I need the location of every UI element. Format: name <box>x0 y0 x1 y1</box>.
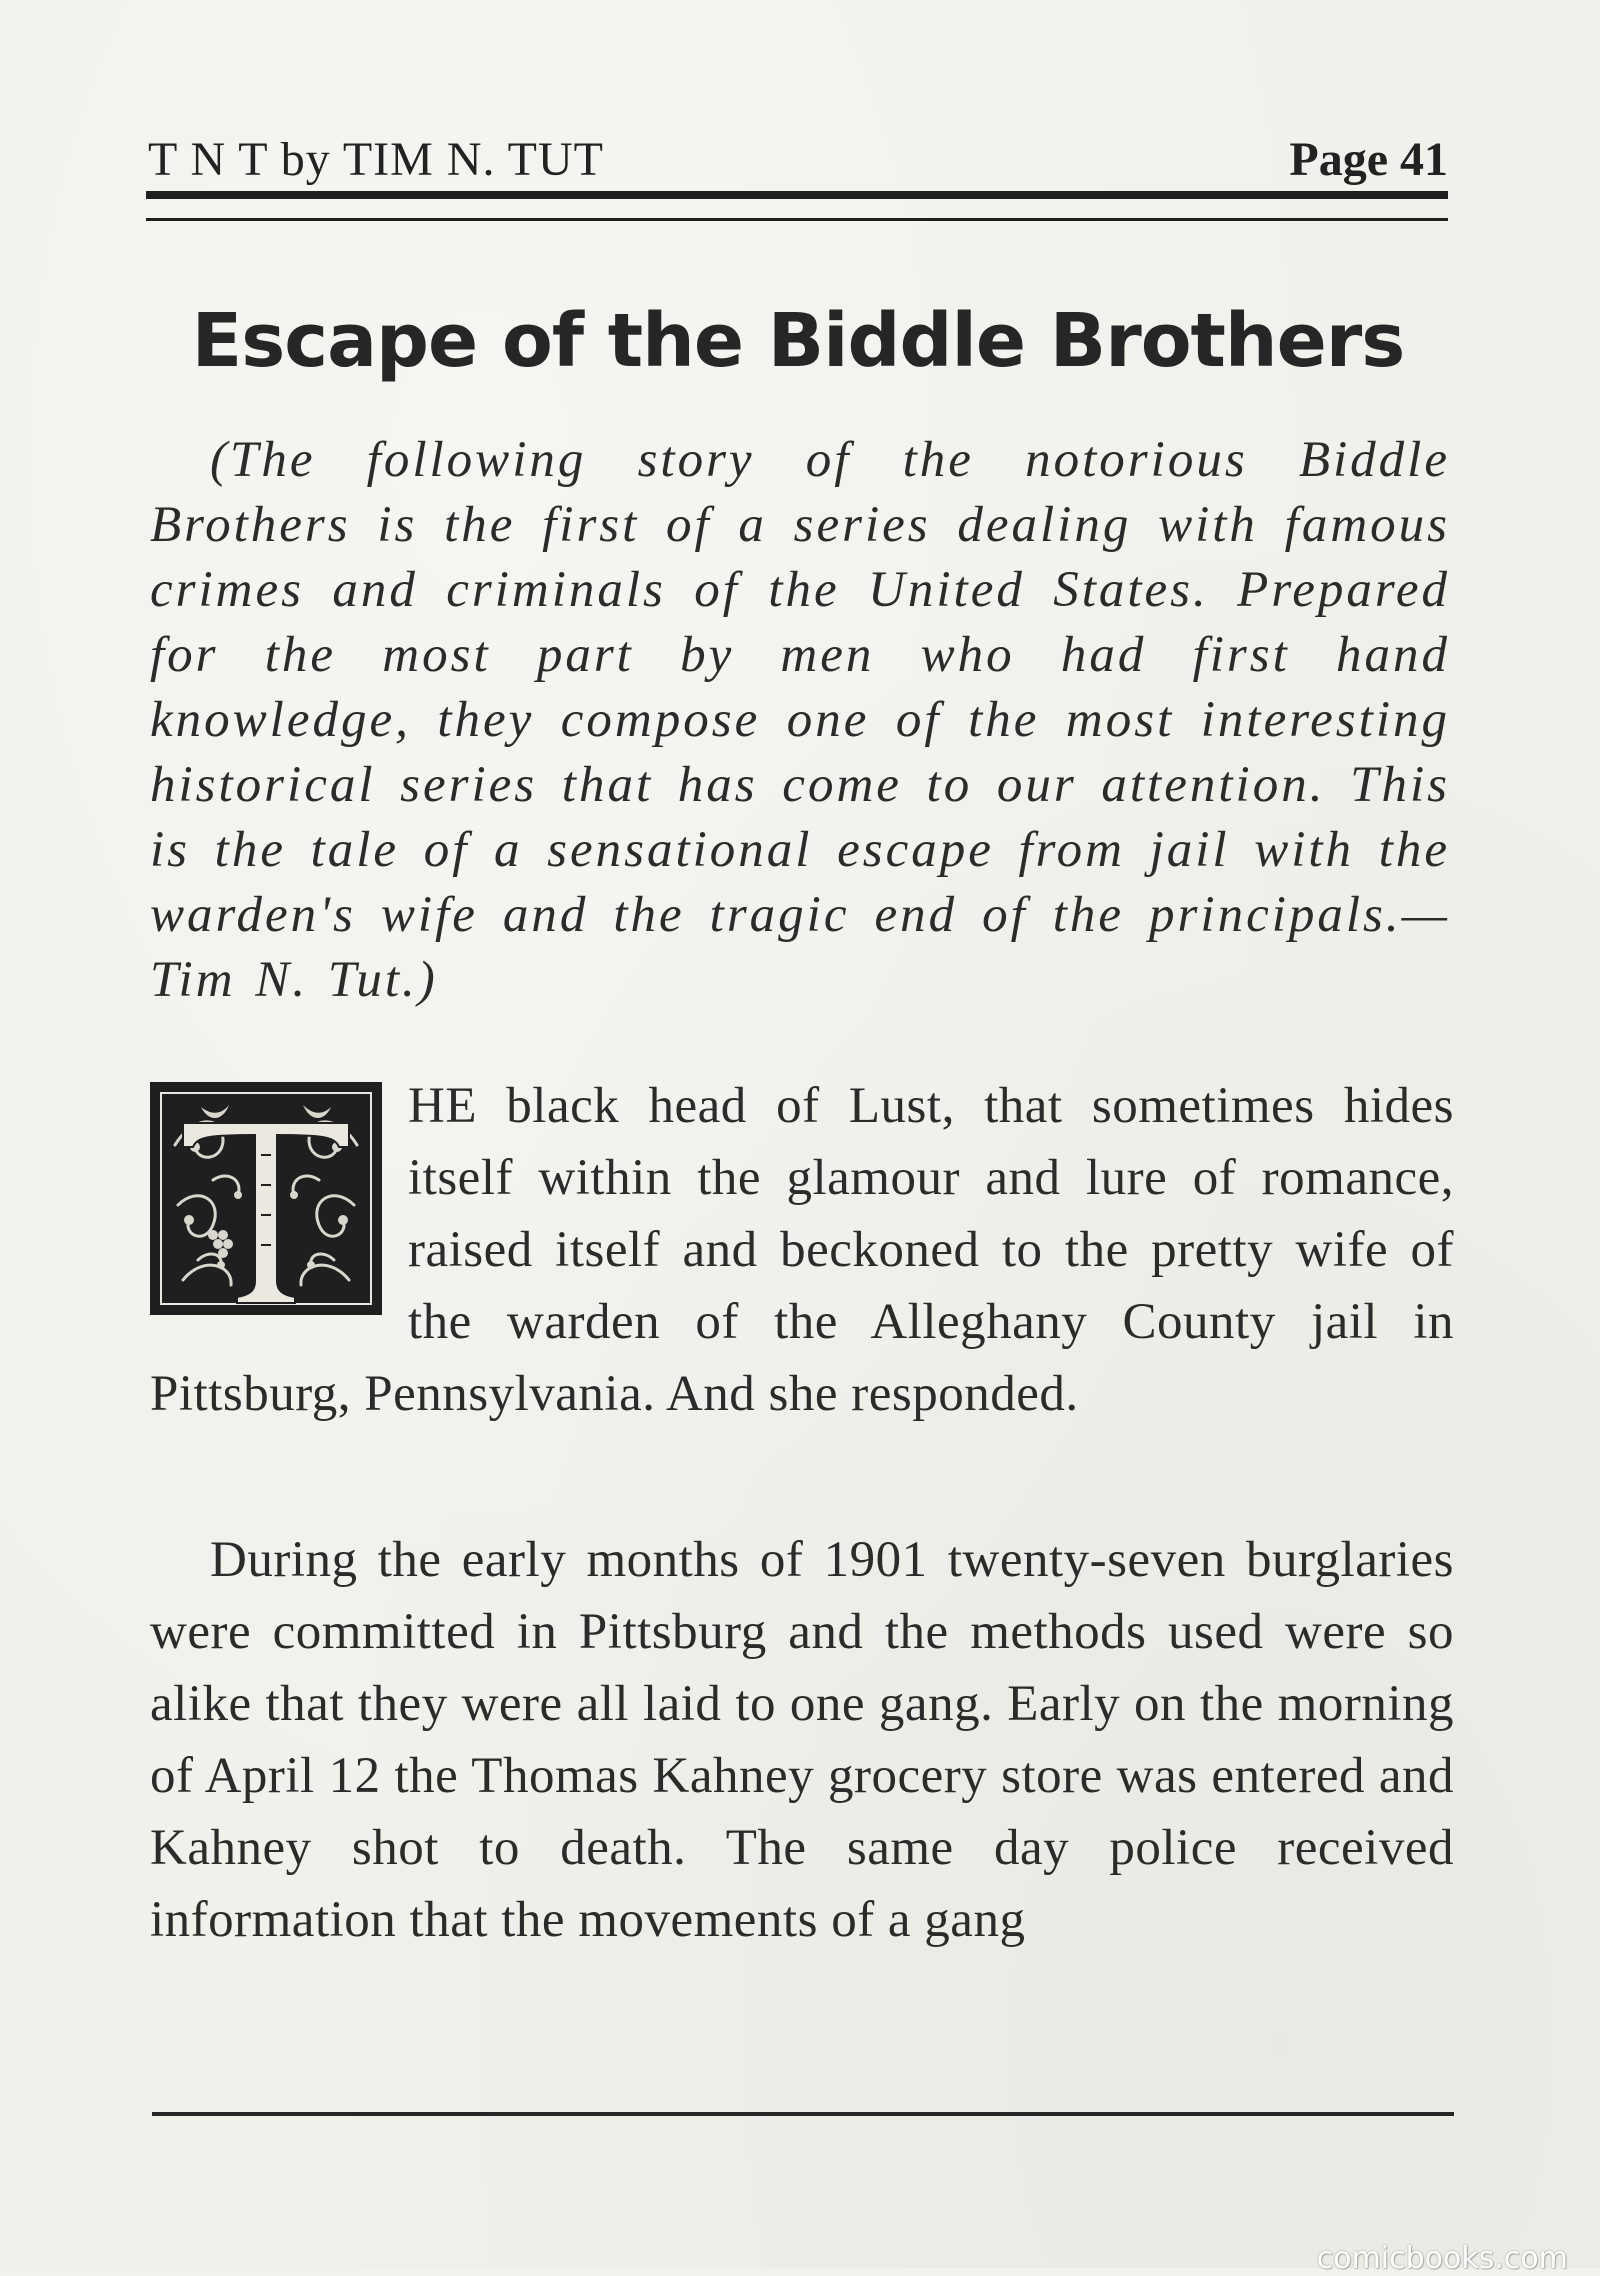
article-title: Escape of the Biddle Brothers <box>191 298 1405 384</box>
paragraph-1-text: HE black head of Lust, that sometimes hides itself within the glamour and lure of romance, raised itself and beckoned to the pretty wife of the warden of the Alleghany County jail in Pittsburg, Pennsylvania. And she responded. <box>150 1078 1454 1422</box>
footer-rule <box>152 2112 1454 2116</box>
header-rule-thick <box>146 191 1448 199</box>
paragraph-1 <box>150 1070 1454 1430</box>
header-book-title: T N T by TIM N. TUT <box>148 133 604 186</box>
paragraph-2: During the early months of 1901 twenty-seven burglaries were committed in Pittsburg and the methods used were so alike that they were all laid to one gang. Early on the morning of April 12 the Thomas Kahney grocery store was entered and Kahney shot to death. The same day police received information that the movements of a gang <box>150 1532 1454 1948</box>
watermark: comicbooks.com <box>1316 2241 1568 2276</box>
header-page-number: Page 41 <box>1289 133 1448 186</box>
ornate-initial-t-icon <box>150 1082 382 1315</box>
header-rule-thin <box>146 218 1448 221</box>
running-header <box>148 132 1448 192</box>
article-intro: (The following story of the notorious Biddle Brothers is the first of a series dealing with famous crimes and criminals of the United States. Prepared for the most part by men who had first hand knowledge, they compose one of the most interesting historical series that has come to our attention. This is the tale of a sensational escape from jail with the warden's wife and the tragic end of the principals.—Tim N. Tut.) <box>150 432 1450 1008</box>
